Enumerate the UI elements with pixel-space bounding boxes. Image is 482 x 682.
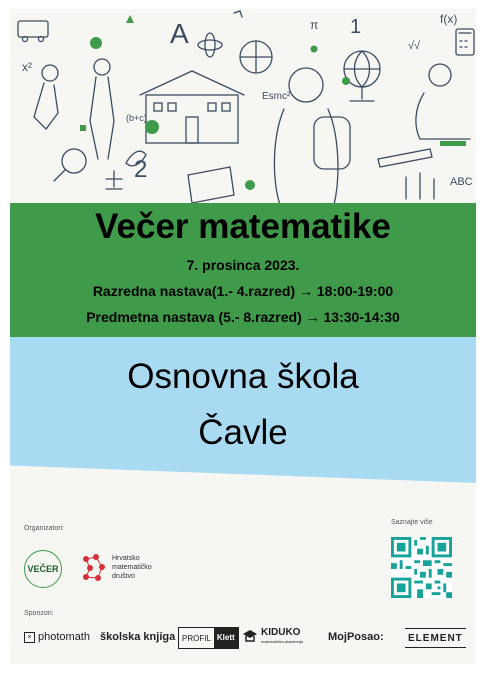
hmd-line-1: Hrvatsko (112, 555, 140, 562)
svg-text:ABC: ABC (450, 176, 473, 188)
more-info-label: Saznajte više (391, 519, 433, 526)
svg-text:1: 1 (350, 16, 362, 38)
kiduko-logo (242, 625, 303, 649)
sponsors-label: Sponzori: (24, 610, 54, 617)
kiduko-icon (242, 629, 258, 645)
svg-text:x²: x² (22, 60, 32, 74)
doodle-illustration (10, 9, 476, 205)
mojposao-logo (328, 629, 384, 645)
vecer-matematike-logo (24, 550, 62, 588)
vecer-logo-text: VEČER (27, 564, 59, 574)
profil-klett-logo (178, 627, 239, 649)
kiduko-subtitle: matematička akademija (261, 639, 304, 644)
hmd-logo-icon (80, 553, 110, 583)
skolska-knjiga-text: školska knjiga (100, 631, 176, 643)
svg-text:√√: √√ (408, 40, 421, 52)
skolska-knjiga-logo (100, 629, 175, 645)
hmd-logo-text (112, 554, 152, 581)
svg-text:A: A (170, 18, 189, 49)
svg-text:Esmc²: Esmc² (262, 91, 291, 102)
svg-text:π: π (310, 18, 319, 32)
hmd-line-2: matematičko (112, 564, 152, 571)
svg-text:2: 2 (134, 156, 148, 183)
event-date: 7. prosinca 2023. (186, 257, 300, 273)
organizers-label: Organizatori: (24, 525, 65, 532)
school-town: Čavle (198, 413, 288, 452)
qr-code-icon[interactable] (391, 537, 452, 598)
profil-text: PROFIL (182, 633, 211, 643)
mojposao-text: MojPosao: (328, 631, 384, 643)
schedule-lower-grades: Razredna nastava(1.- 4.razred) → 18:00-19:00 (92, 283, 394, 299)
kiduko-text: KIDUKO (261, 627, 301, 638)
klett-text: Klett (214, 628, 238, 648)
photomath-text: photomath (38, 631, 90, 643)
photomath-icon: × (24, 632, 35, 643)
photomath-logo (24, 629, 90, 645)
element-text: ELEMENT (408, 632, 463, 644)
school-name: Osnovna škola (127, 357, 359, 396)
svg-text:(b+c): (b+c) (126, 113, 147, 123)
svg-text:f(x): f(x) (440, 12, 458, 26)
element-logo (405, 628, 466, 648)
event-title: Večer matematike (95, 207, 391, 246)
schedule-upper-grades: Predmetna nastava (5.- 8.razred) → 13:30-14:30 (86, 309, 400, 325)
poster (10, 9, 476, 664)
hmd-line-3: društvo (112, 573, 135, 580)
